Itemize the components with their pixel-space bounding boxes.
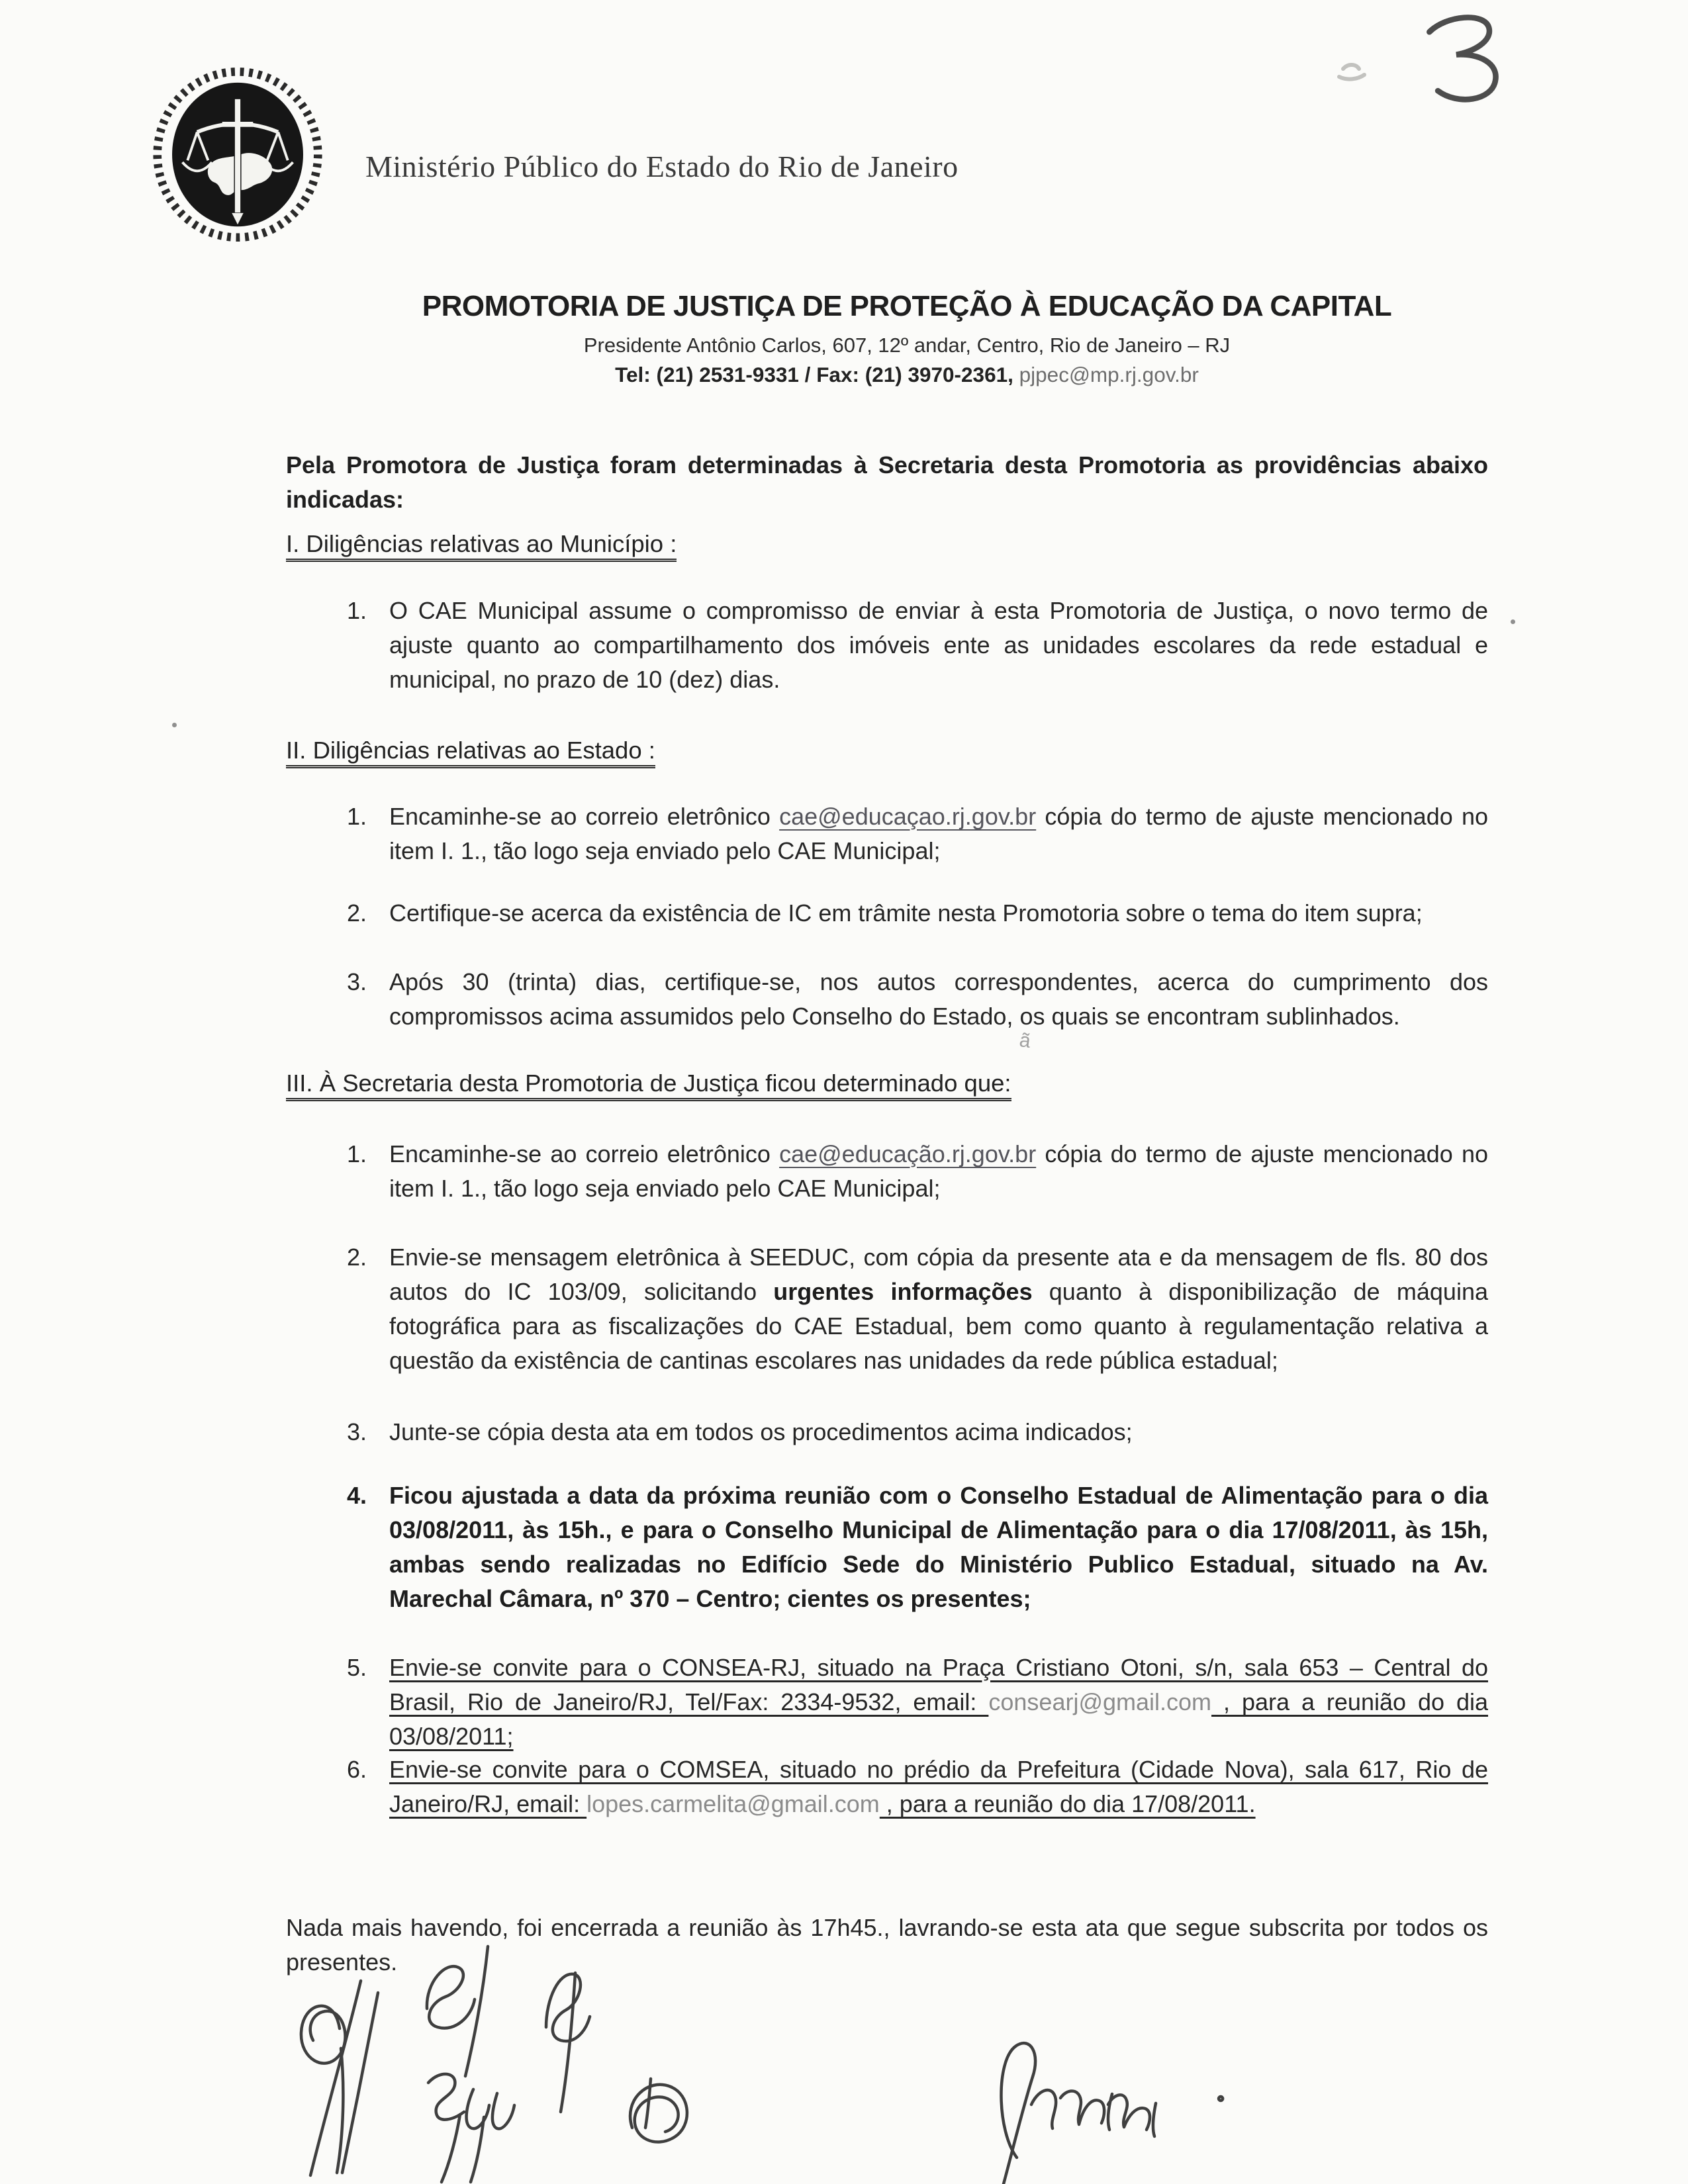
- org-name: Ministério Público do Estado do Rio de Janeiro: [365, 150, 959, 183]
- list-item-iii-4: [286, 1479, 1488, 1616]
- list-item-ii-1: [286, 799, 1488, 868]
- item-text-part: Encaminhe-se ao correio eletrônico: [389, 1140, 780, 1167]
- item-number: 5.: [347, 1654, 367, 1681]
- section-heading-ii-text: II. Diligências relativas ao Estado :: [286, 737, 655, 768]
- item-text-part: Envie-se mensagem eletrônica à SEEDUC, com cópia da presente ata e da mensagem de fls. 80 dos autos do IC 103/09, solicitando: [389, 1244, 1488, 1305]
- pencil-smudge: [1334, 60, 1380, 86]
- item-text-part: quanto à disponibilização de máquina fotográfica para as fiscalizações do CAE Estadual, bem como quanto à regulamentação relativa a questão da existência de cantinas escolares nas unidades da rede pública estadual;: [389, 1278, 1488, 1374]
- section-heading-ii: [286, 733, 1488, 768]
- signature-right: [953, 1999, 1258, 2184]
- item-text-part: , para a reunião do dia 17/08/2011.: [879, 1790, 1256, 1817]
- item-text: [389, 1651, 1488, 1754]
- item-number: 3.: [347, 1418, 367, 1445]
- letterhead-contact: [285, 363, 1529, 387]
- letterhead-block: [285, 290, 1529, 387]
- list-item-i-1: [286, 594, 1488, 697]
- scan-artifact-mark: ã: [1017, 1029, 1032, 1053]
- section-heading-i: [286, 527, 1488, 561]
- document-title: PROMOTORIA DE JUSTIÇA DE PROTEÇÃO À EDUCAÇÃO DA CAPITAL: [422, 290, 1392, 322]
- letterhead-address: Presidente Antônio Carlos, 607, 12º andar, Centro, Rio de Janeiro – RJ: [583, 334, 1231, 357]
- item-number: 1.: [347, 803, 367, 830]
- list-item-iii-6: [286, 1752, 1488, 1821]
- scan-artifact-dot: [172, 723, 177, 727]
- intro-paragraph: Pela Promotora de Justiça foram determinadas à Secretaria desta Promotoria as providências abaixo indicadas:: [286, 451, 1488, 513]
- list-item-ii-3: [286, 965, 1488, 1034]
- item-text-part: cópia do termo de ajuste mencionado no item I. 1., tão logo seja enviado pelo CAE Municipal;: [389, 1140, 1488, 1202]
- item-number: 4.: [347, 1482, 367, 1509]
- email-link: consearj@gmail.com: [988, 1688, 1212, 1715]
- item-text: [389, 1137, 1488, 1206]
- contact-email: pjpec@mp.rj.gov.br: [1019, 363, 1199, 387]
- email-link: cae@educação.rj.gov.br: [779, 1140, 1037, 1167]
- item-text-part: , para a reunião do dia 03/08/2011;: [389, 1688, 1489, 1750]
- item-number: 3.: [347, 968, 367, 995]
- item-text: Certifique-se acerca da existência de IC em trâmite nesta Promotoria sobre o tema do item supra;: [389, 899, 1423, 927]
- item-number: 1.: [347, 597, 367, 624]
- contact-phone-fax: Tel: (21) 2531-9331 / Fax: (21) 3970-2361,: [615, 363, 1013, 387]
- handwritten-page-number-3: [1417, 9, 1516, 109]
- section-heading-i-text: I. Diligências relativas ao Município :: [286, 530, 677, 562]
- email-link: lopes.carmelita@gmail.com: [586, 1790, 880, 1817]
- item-text: Ficou ajustada a data da próxima reunião com o Conselho Estadual de Alimentação para o dia 03/08/2011, às 15h., e para o Conselho Municipal de Alimentação para o dia 17/08/2011, às 15h, ambas sendo realizadas no Edifício Sede do Ministério Publico Estadual, situado na Av. Marechal Câmara, nº 370 – Centro; cientes os presentes;: [389, 1482, 1488, 1612]
- item-number: 2.: [347, 899, 367, 927]
- section-heading-iii-text: III. À Secretaria desta Promotoria de Justiça ficou determinado que:: [286, 1069, 1011, 1101]
- item-text: O CAE Municipal assume o compromisso de enviar à esta Promotoria de Justiça, o novo termo de ajuste quanto ao compartilhamento dos imóveis ente as unidades escolares da rede estadual e municipal, no prazo de 10 (dez) dias.: [389, 597, 1488, 693]
- list-item-iii-1: [286, 1137, 1488, 1206]
- list-item-iii-3: [286, 1415, 1488, 1449]
- item-text: [389, 799, 1488, 868]
- item-text-part: cópia do termo de ajuste mencionado no item I. 1., tão logo seja enviado pelo CAE Municipal;: [389, 803, 1488, 864]
- item-number: 2.: [347, 1244, 367, 1271]
- scan-artifact-dot: [1511, 619, 1515, 624]
- list-item-ii-2: [286, 896, 1488, 931]
- list-item-iii-2: [286, 1240, 1488, 1378]
- item-text: Junte-se cópia desta ata em todos os procedimentos acima indicados;: [389, 1418, 1133, 1445]
- item-text: [389, 1752, 1488, 1821]
- item-text-part: Encaminhe-se ao correio eletrônico: [389, 803, 780, 830]
- item-text-part: Envie-se convite para o CONSEA-RJ, situado na Praça Cristiano Otoni, s/n, sala 653 – Central do Brasil, Rio de Janeiro/RJ, Tel/Fax: 2334-9532, email:: [389, 1654, 1488, 1715]
- item-text: [389, 1240, 1488, 1378]
- item-number: 6.: [347, 1756, 367, 1783]
- section-heading-iii: [286, 1066, 1488, 1101]
- list-item-iii-5: [286, 1651, 1488, 1754]
- closing-paragraph: Nada mais havendo, foi encerrada a reunião às 17h45., lavrando-se esta ata que segue subscrita por todos os presentes.: [286, 1914, 1488, 1976]
- item-text-bold: urgentes informações: [773, 1278, 1033, 1305]
- item-text-part: Envie-se convite para o COMSEA, situado no prédio da Prefeitura (Cidade Nova), sala 617, Rio de Janeiro/RJ, email:: [389, 1756, 1488, 1817]
- item-number: 1.: [347, 1140, 367, 1167]
- mprj-seal-logo: [151, 65, 324, 245]
- email-link: cae@educaçao.rj.gov.br: [779, 803, 1037, 830]
- item-text: Após 30 (trinta) dias, certifique-se, nos autos correspondentes, acerca do cumprimento dos compromissos acima assumidos pelo Conselho do Estado, os quais se encontram sublinhados.: [389, 968, 1488, 1030]
- signature-cluster-left: [261, 1929, 784, 2184]
